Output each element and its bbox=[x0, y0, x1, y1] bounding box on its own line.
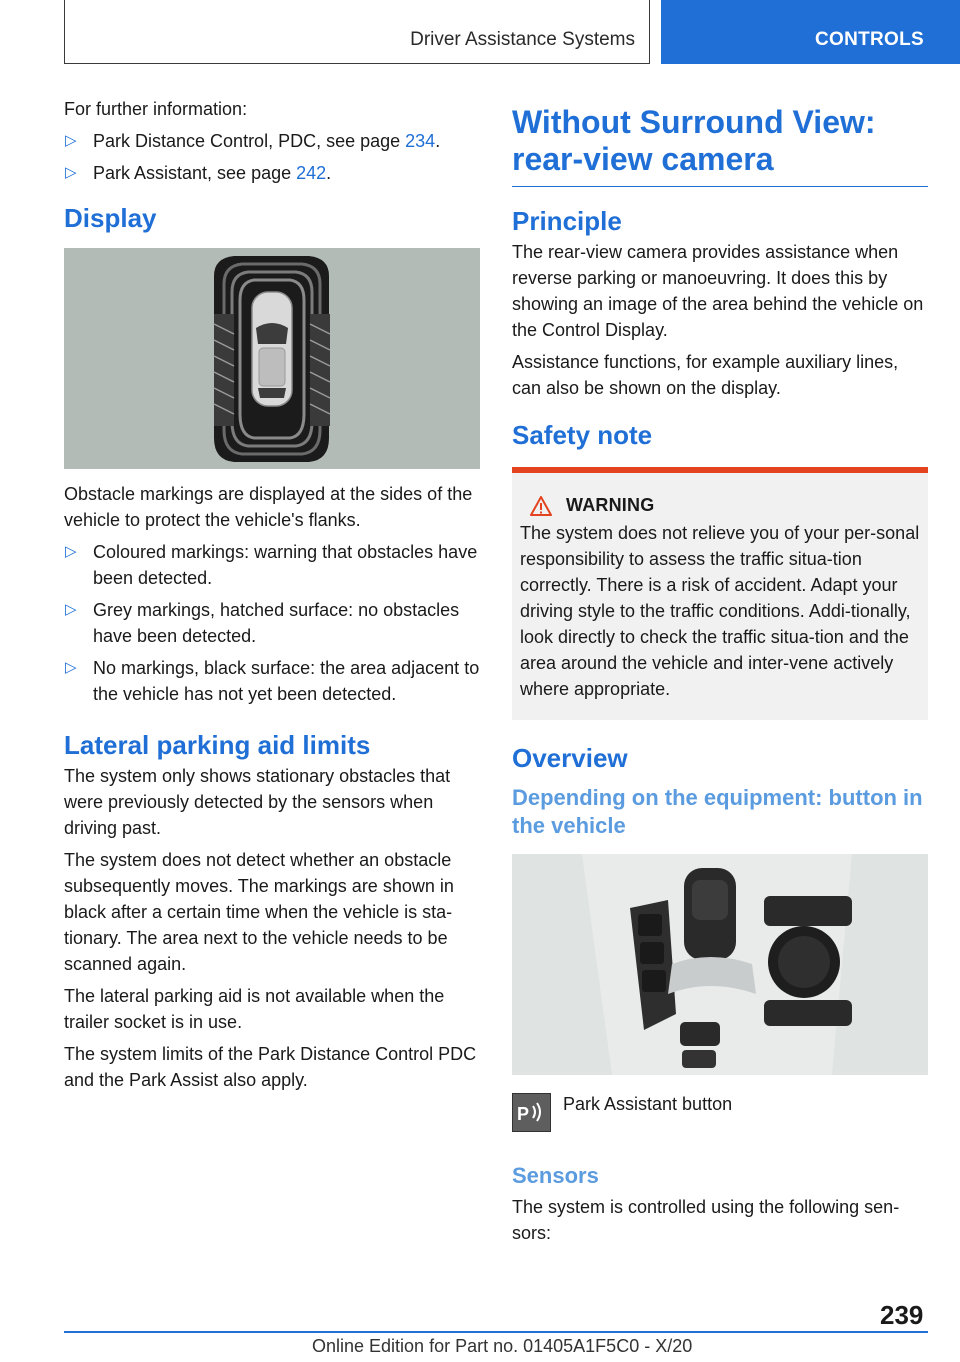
sensors-heading: Sensors bbox=[512, 1163, 599, 1188]
running-header bbox=[64, 0, 650, 64]
triangle-bullet-icon: ▷ bbox=[65, 132, 77, 149]
limits-paragraph: The lateral parking aid is not available when the trailer socket is in use. bbox=[64, 986, 445, 1032]
triangle-bullet-icon: ▷ bbox=[65, 164, 77, 181]
parking-display-image bbox=[64, 248, 480, 469]
warning-box bbox=[512, 467, 928, 720]
chapter-tab[interactable] bbox=[661, 0, 960, 64]
display-illustration bbox=[64, 248, 480, 469]
page-number: 239 bbox=[880, 1300, 924, 1330]
warning-title: WARNING bbox=[566, 495, 655, 515]
overview-heading: Overview bbox=[512, 743, 628, 773]
left-column bbox=[64, 96, 482, 1099]
button-heading: Depending on the equipment: button in the vehicle bbox=[512, 785, 923, 838]
limits-paragraph: The system limits of the Park Distance Control PDC and the Park Assist also apply. bbox=[64, 1044, 477, 1090]
page-link-park-assistant[interactable]: 242 bbox=[296, 163, 327, 183]
safety-heading: Safety note bbox=[512, 420, 653, 450]
warning-text: The system does not relieve you of your per-sonal responsibility to assess the traffic situa-tion correctly. There is a risk of accident. Adapt your driving style to the traffic conditions. Addi-tionally, look directly to check the traffic situa-tion and the area around the vehicle and inter-vene actively where appropriate. bbox=[520, 523, 920, 699]
limits-paragraph: The system only shows stationary obstacles that were previously detected by the sensors when driving past. bbox=[64, 766, 451, 838]
chapter-title: CONTROLS bbox=[815, 29, 925, 50]
main-heading: Without Surround View: rear-view camera bbox=[512, 104, 928, 187]
limits-heading: Lateral parking aid limits bbox=[64, 730, 371, 760]
display-heading: Display bbox=[64, 203, 157, 233]
footer-rule bbox=[64, 1331, 928, 1333]
principle-paragraph: The rear-view camera provides assistance when reverse parking or manoeuvring. It does this by showing an image of the area behind the vehicle on the Control Display. bbox=[512, 242, 924, 340]
display-caption: Obstacle markings are displayed at the sides of the vehicle to protect the vehicle's flanks. bbox=[64, 484, 473, 530]
principle-paragraph: Assistance functions, for example auxiliary lines, can also be shown on the display. bbox=[512, 352, 899, 398]
limits-paragraph: The system does not detect whether an obstacle subsequently moves. The markings are shown in black after a certain time when the vehicle is sta-tionary. The area next to the vehicle needs to be scanned again. bbox=[64, 850, 454, 974]
triangle-bullet-icon: ▷ bbox=[65, 543, 77, 560]
list-item: ▷ Coloured markings: warning that obstacles have been detected. bbox=[64, 539, 482, 591]
principle-heading: Principle bbox=[512, 206, 622, 236]
warning-triangle-icon bbox=[530, 496, 552, 516]
list-item: ▷ Grey markings, hatched surface: no obstacles have been detected. bbox=[64, 597, 482, 649]
page-link-pdc[interactable]: 234 bbox=[405, 131, 436, 151]
triangle-bullet-icon: ▷ bbox=[65, 601, 77, 618]
sensors-text: The system is controlled using the following sen-sors: bbox=[512, 1197, 900, 1243]
marking-list bbox=[64, 539, 482, 707]
svg-text:P: P bbox=[517, 1104, 530, 1124]
list-item: ▷ No markings, black surface: the area adjacent to the vehicle has not yet been detected. bbox=[64, 655, 482, 707]
further-info-list bbox=[64, 128, 482, 186]
right-column bbox=[512, 104, 928, 1252]
list-item: ▷ Park Assistant, see page 242. bbox=[64, 160, 482, 186]
list-item: ▷ Park Distance Control, PDC, see page 234. bbox=[64, 128, 482, 154]
center-console-image bbox=[512, 854, 928, 1075]
triangle-bullet-icon: ▷ bbox=[65, 659, 77, 676]
further-info-intro: For further information: bbox=[64, 99, 248, 119]
legend-row bbox=[512, 1093, 928, 1132]
warning-title-row bbox=[530, 495, 920, 516]
footer-edition: Online Edition for Part no. 01405A1F5C0 - X/20 bbox=[312, 1336, 693, 1356]
park-assistant-button-label: Park Assistant button bbox=[563, 1094, 733, 1114]
section-title: Driver Assistance Systems bbox=[410, 29, 635, 50]
park-assistant-button-icon bbox=[512, 1093, 551, 1132]
console-illustration bbox=[512, 854, 928, 1075]
